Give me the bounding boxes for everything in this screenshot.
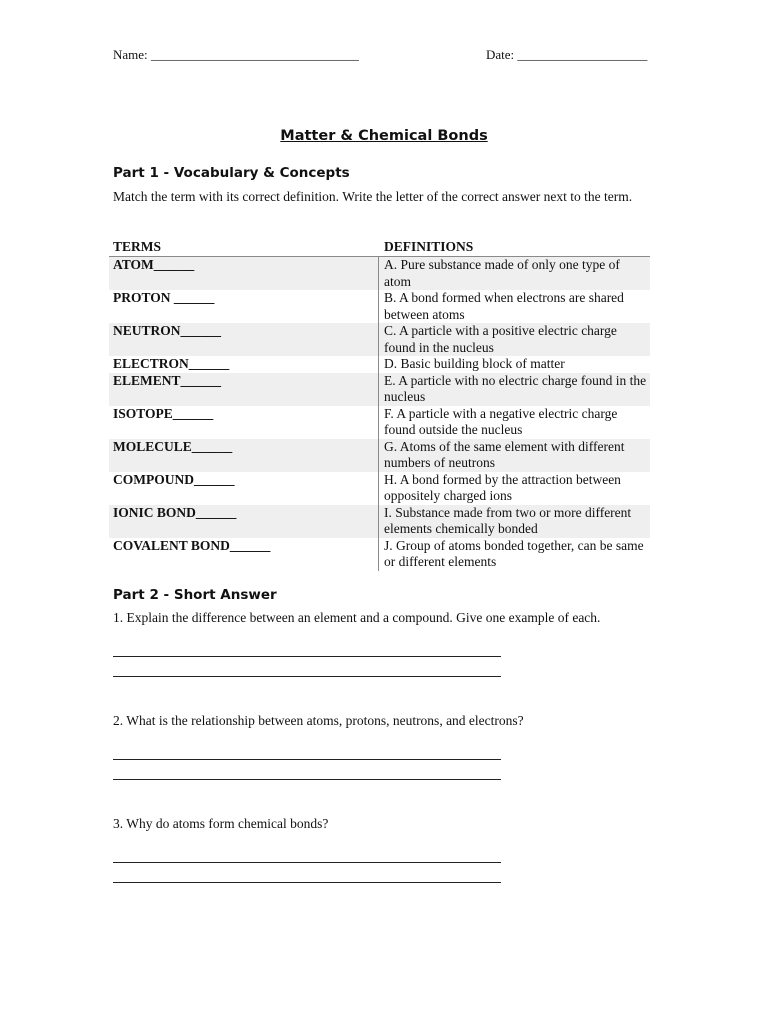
name-blank[interactable]: ________________________________ (150, 47, 359, 62)
definition-cell: C. A particle with a positive electric charge found in the nucleus (378, 323, 650, 356)
definition-cell: I. Substance made from two or more different elements chemically bonded (378, 505, 650, 538)
term-cell[interactable]: COMPOUND______ (113, 471, 235, 487)
term-cell[interactable]: COVALENT BOND______ (113, 537, 271, 553)
term-cell[interactable]: ELEMENT______ (113, 372, 222, 388)
definition-cell: A. Pure substance made of only one type of atom (378, 257, 650, 290)
part1-instructions: Match the term with its correct definition. Write the letter of the correct answer next to the term. (113, 189, 633, 204)
part2-heading: Part 2 - Short Answer (113, 587, 277, 603)
terms-column-header: TERMS (113, 239, 162, 254)
term-cell[interactable]: MOLECULE______ (113, 438, 233, 454)
table-row (109, 290, 650, 323)
term-cell[interactable]: ELECTRON______ (113, 356, 230, 371)
date-field[interactable] (486, 47, 647, 63)
date-label: Date: (486, 47, 515, 62)
question-3: 3. Why do atoms form chemical bonds? (113, 816, 329, 831)
name-field[interactable] (113, 47, 359, 63)
answer-line[interactable] (113, 656, 501, 657)
table-row (109, 538, 650, 571)
table-row (109, 406, 650, 439)
answer-line[interactable] (113, 779, 501, 780)
term-cell[interactable]: ATOM______ (113, 257, 195, 272)
definition-cell: J. Group of atoms bonded together, can be same or different elements (378, 538, 650, 571)
page-title: Matter & Chemical Bonds (280, 128, 488, 144)
table-row (109, 505, 650, 538)
definition-cell: E. A particle with no electric charge found in the nucleus (378, 373, 650, 406)
term-cell[interactable]: IONIC BOND______ (113, 504, 237, 520)
name-label: Name: (113, 47, 148, 62)
table-row (109, 439, 650, 472)
definition-cell: D. Basic building block of matter (378, 356, 650, 373)
term-cell[interactable]: NEUTRON______ (113, 323, 222, 338)
answer-line[interactable] (113, 862, 501, 863)
answer-line[interactable] (113, 882, 501, 883)
definition-cell: H. A bond formed by the attraction between oppositely charged ions (378, 472, 650, 505)
vocabulary-table (109, 256, 650, 571)
question-2: 2. What is the relationship between atoms, protons, neutrons, and electrons? (113, 713, 524, 728)
term-cell[interactable]: PROTON ______ (113, 290, 215, 305)
date-blank[interactable]: ____________________ (517, 47, 648, 62)
answer-line[interactable] (113, 759, 501, 760)
part1-heading: Part 1 - Vocabulary & Concepts (113, 165, 350, 181)
table-row (109, 257, 650, 290)
definitions-column-header: DEFINITIONS (384, 239, 474, 254)
answer-line[interactable] (113, 676, 501, 677)
question-1: 1. Explain the difference between an element and a compound. Give one example of each. (113, 610, 601, 625)
table-row (109, 356, 650, 373)
definition-cell: G. Atoms of the same element with different numbers of neutrons (378, 439, 650, 472)
table-row (109, 472, 650, 505)
table-row (109, 373, 650, 406)
term-cell[interactable]: ISOTOPE______ (113, 405, 214, 421)
definition-cell: F. A particle with a negative electric charge found outside the nucleus (378, 406, 650, 439)
table-row (109, 323, 650, 356)
definition-cell: B. A bond formed when electrons are shared between atoms (378, 290, 650, 323)
